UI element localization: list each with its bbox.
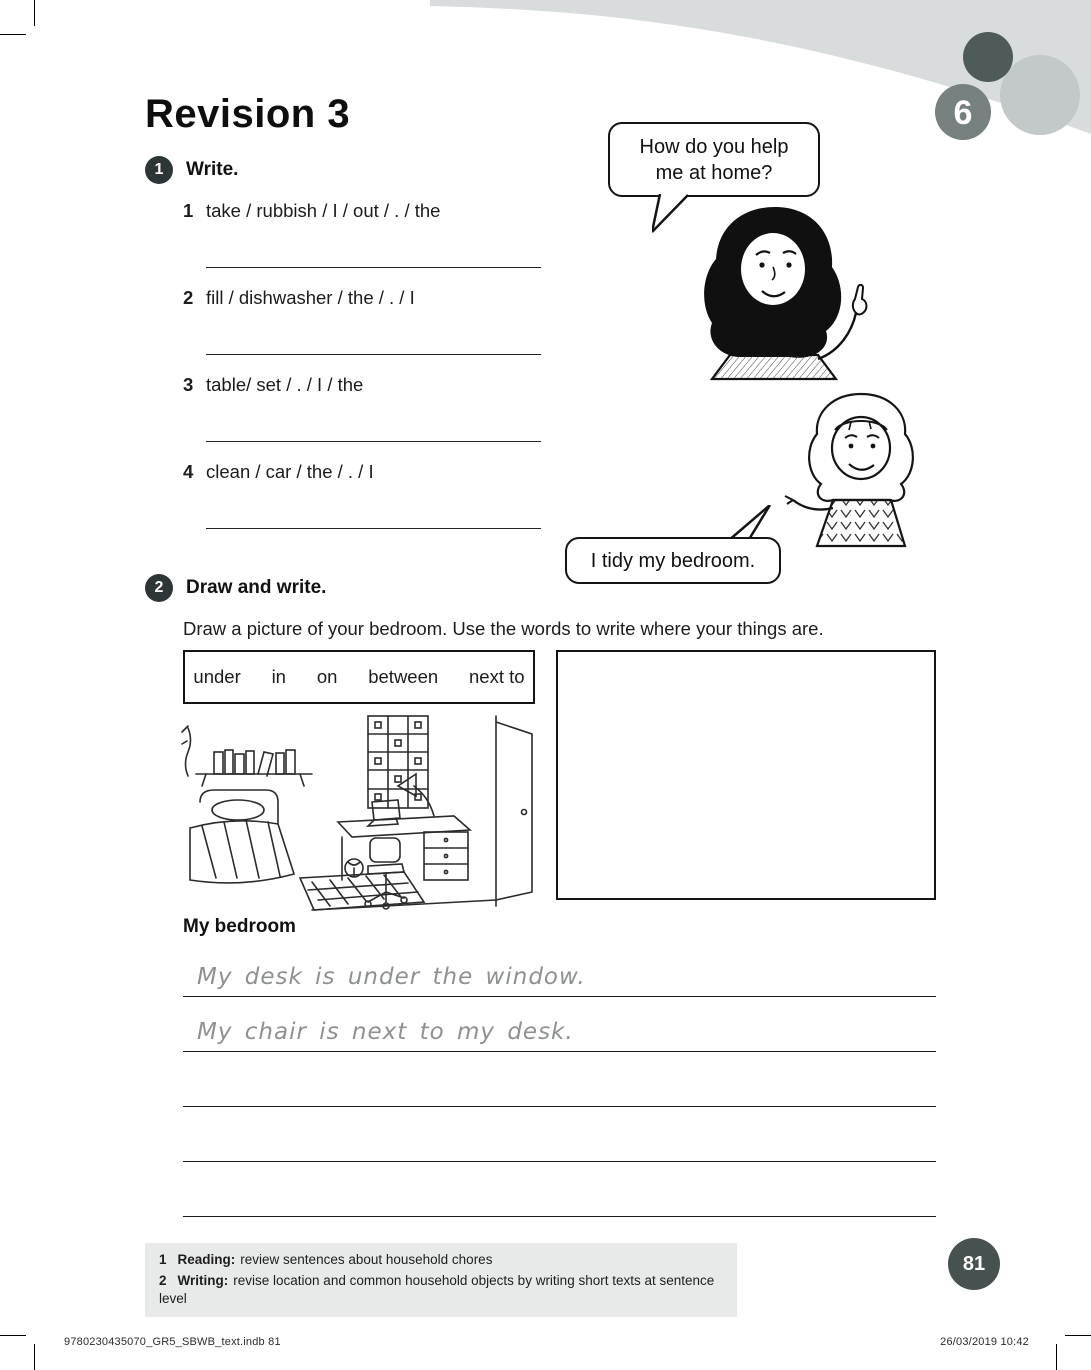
decoration-circle-dark bbox=[963, 32, 1013, 82]
exercise2-number-badge: 2 bbox=[145, 574, 173, 602]
bed-blanket bbox=[190, 821, 294, 883]
wall-hanging bbox=[186, 728, 191, 776]
item-number: 1 bbox=[183, 200, 194, 221]
chair-back bbox=[370, 838, 400, 862]
patterned-shirt bbox=[817, 500, 905, 546]
write-item bbox=[183, 461, 548, 529]
answer-blank-line bbox=[206, 222, 541, 268]
shoulders bbox=[712, 355, 836, 379]
handwritten-answer: My chair is next to my desk. bbox=[197, 1019, 574, 1045]
answer-line bbox=[183, 945, 936, 997]
objective-number: 2 bbox=[159, 1273, 167, 1289]
books bbox=[214, 752, 223, 774]
answer-line-blank bbox=[183, 1110, 936, 1162]
crop-mark bbox=[1065, 1335, 1091, 1336]
chair-seat bbox=[368, 864, 404, 874]
exercise1-number-badge: 1 bbox=[145, 156, 173, 184]
crop-mark bbox=[34, 0, 35, 26]
handwritten-answer: My desk is under the window. bbox=[197, 964, 586, 990]
unit-number: 6 bbox=[953, 94, 973, 132]
answer-blank-line bbox=[206, 483, 541, 529]
girl-illustration bbox=[783, 388, 938, 550]
decoration-circle-light bbox=[1000, 55, 1080, 135]
objective-text: review sentences about household chores bbox=[240, 1252, 493, 1267]
bedroom-illustration bbox=[172, 710, 540, 912]
desk-lamp bbox=[414, 786, 434, 816]
answer-blank-line bbox=[206, 396, 541, 442]
page-number-badge: 81 bbox=[948, 1238, 1000, 1290]
item-prompt: take / rubbish / I / out / . / the bbox=[206, 200, 441, 221]
item-number: 3 bbox=[183, 374, 194, 395]
pillow bbox=[212, 800, 264, 820]
speech-bubble-girl: I tidy my bedroom. bbox=[565, 537, 781, 584]
drawing-box bbox=[556, 650, 936, 900]
desk bbox=[338, 816, 470, 837]
bed-headboard bbox=[200, 790, 278, 824]
imprint-datetime: 26/03/2019 10:42 bbox=[940, 1336, 1029, 1348]
exercise2-instruction: Draw a picture of your bedroom. Use the words to write where your things are. bbox=[183, 618, 824, 639]
answer-line bbox=[183, 1000, 936, 1052]
item-number: 4 bbox=[183, 461, 194, 482]
exercise1-items bbox=[183, 200, 548, 548]
item-number: 2 bbox=[183, 287, 194, 308]
write-item bbox=[183, 374, 548, 442]
writing-lines bbox=[183, 945, 936, 1220]
crop-mark bbox=[34, 1344, 35, 1370]
objective-row bbox=[159, 1251, 723, 1269]
item-prompt: fill / dishwasher / the / . / I bbox=[206, 287, 415, 308]
exercise1-title: Write. bbox=[186, 159, 239, 180]
exercise2-header bbox=[145, 574, 326, 602]
item-prompt: clean / car / the / . / I bbox=[206, 461, 374, 482]
crop-mark bbox=[1056, 1344, 1057, 1370]
crop-mark bbox=[0, 34, 26, 35]
objective-number: 1 bbox=[159, 1252, 167, 1267]
illustration-caption: My bedroom bbox=[183, 916, 296, 937]
answer-line-blank bbox=[183, 1165, 936, 1217]
exercise2-title: Draw and write. bbox=[186, 577, 327, 598]
pointing-hand bbox=[785, 496, 793, 504]
objective-row bbox=[159, 1272, 723, 1308]
objective-text: revise location and common household objects by writing short texts at sentence level bbox=[159, 1273, 715, 1307]
objective-label: Reading: bbox=[177, 1252, 236, 1267]
page-title: Revision 3 bbox=[145, 92, 351, 136]
speech-bubble-mother: How do you help me at home? bbox=[608, 122, 820, 197]
exercise1-header bbox=[145, 156, 238, 184]
learning-objectives bbox=[145, 1243, 737, 1317]
desk-drawers bbox=[424, 832, 468, 880]
word-bank-box: under in on between next to bbox=[183, 650, 535, 704]
write-item bbox=[183, 287, 548, 355]
crop-mark bbox=[0, 1335, 26, 1336]
imprint-filename: 9780230435070_GR5_SBWB_text.indb 81 bbox=[64, 1336, 281, 1348]
answer-blank-line bbox=[206, 309, 541, 355]
mother-illustration bbox=[672, 203, 887, 381]
write-item bbox=[183, 200, 548, 268]
pointing-hand bbox=[853, 285, 867, 315]
laptop bbox=[368, 800, 400, 826]
item-prompt: table/ set / . / I / the bbox=[206, 374, 364, 395]
answer-line-blank bbox=[183, 1055, 936, 1107]
objective-label: Writing: bbox=[177, 1273, 229, 1289]
